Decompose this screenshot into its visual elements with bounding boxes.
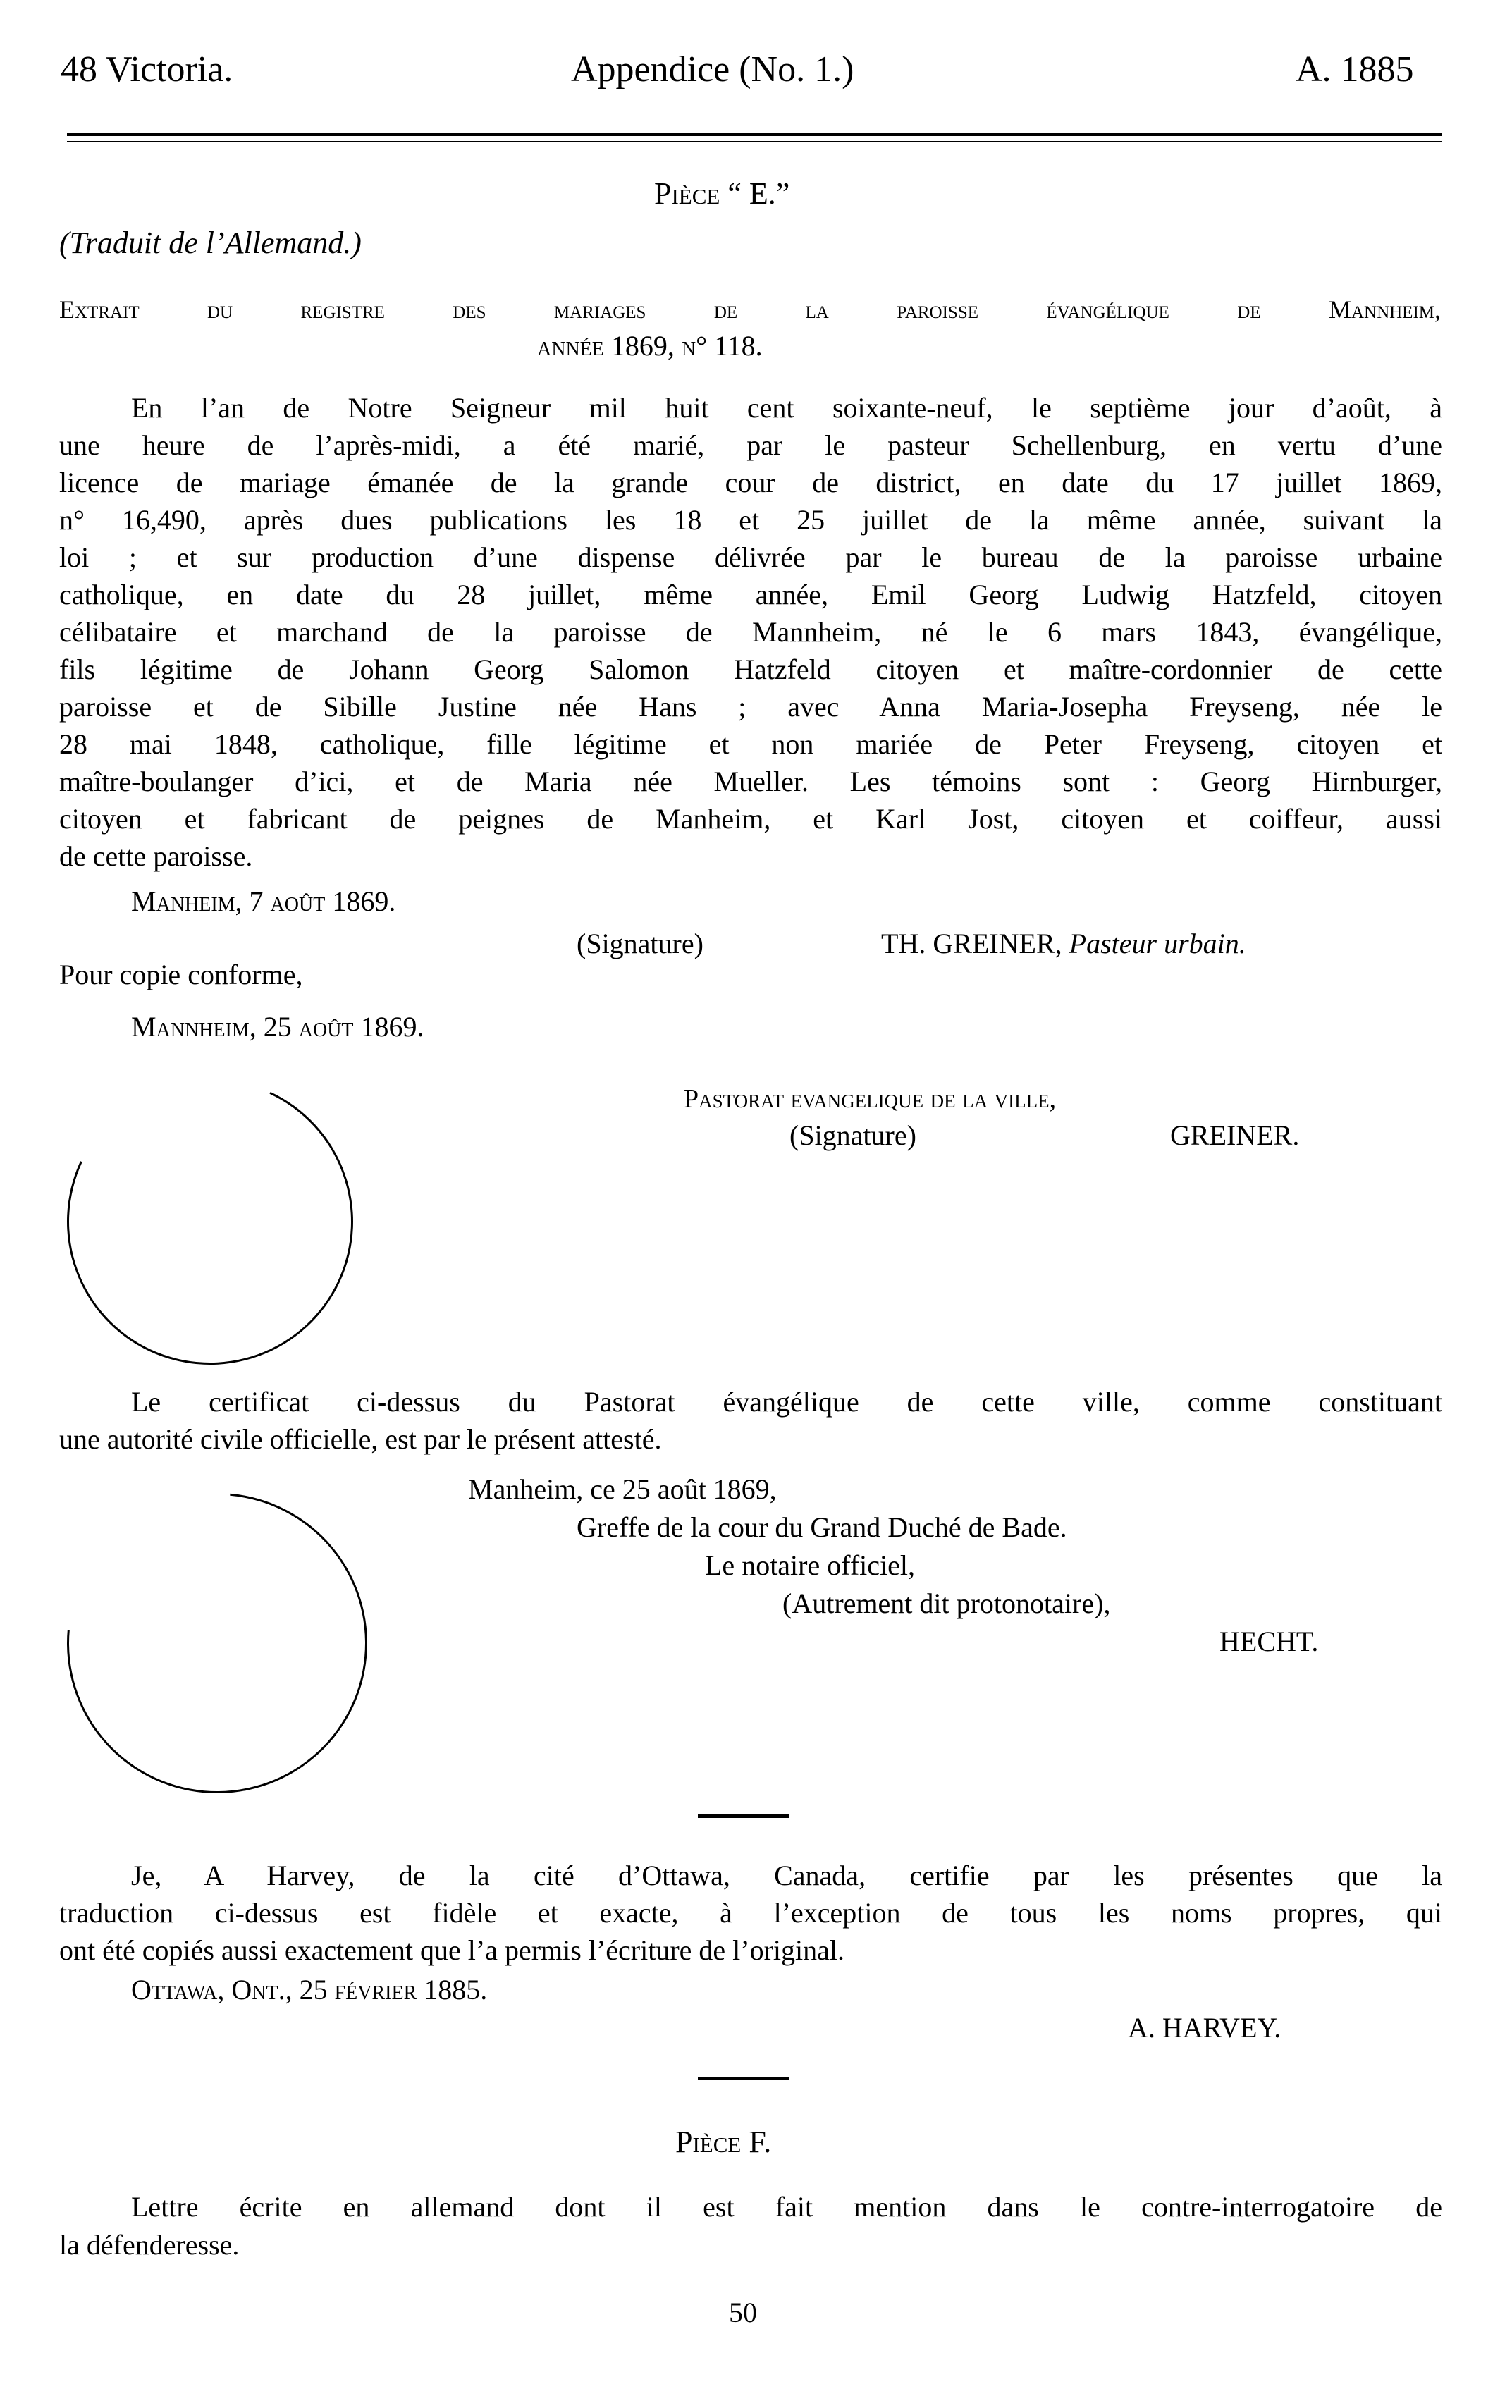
certificate-line2: une autorité civile officielle, est par le présent attesté. [59, 1423, 662, 1455]
header-rule-thin [67, 141, 1442, 142]
certificate-office: Greffe de la cour du Grand Duché de Bade. [577, 1511, 1067, 1543]
piece-f-line1: Lettre écrite en allemand dont il est fait mention dans le contre-interrogatoire de [131, 2191, 1442, 2223]
translator-line1: Je, A Harvey, de la cité d’Ottawa, Canada, certifie par les présentes que la [131, 1860, 1442, 1891]
signature-label-2: (Signature) [789, 1119, 916, 1151]
certificate-notary-alt: (Autrement dit protonotaire), [782, 1587, 1111, 1619]
header-right: A. 1885 [1296, 49, 1414, 90]
piece-e-title: Pièce “ E.” [654, 176, 790, 211]
piece-f-title: Pièce F. [675, 2125, 772, 2159]
body-line: célibataire et marchand de la paroisse de Mannheim, né le 6 mars 1843, évangélique, [59, 616, 1442, 648]
certificate-notary: Le notaire officiel, [705, 1549, 916, 1581]
body-line: fils légitime de Johann Georg Salomon Hatzfeld citoyen et maître-cordonnier de cette [59, 653, 1442, 685]
header-center: Appendice (No. 1.) [571, 49, 854, 90]
seal-circle [6, 1432, 429, 1855]
signature-label: (Signature) [577, 928, 703, 959]
body-line: de cette paroisse. [59, 840, 253, 872]
body-line: n° 16,490, après dues publications les 18 et 25 juillet de la même année, suivant la [59, 504, 1442, 536]
body-line: loi ; et sur production d’une dispense délivrée par le bureau de la paroisse urbaine [59, 541, 1442, 573]
header-rule-thick [67, 133, 1442, 136]
seal-circle [27, 1038, 393, 1405]
body-line: En l’an de Notre Seigneur mil huit cent soixante-neuf, le septième jour d’août, à [131, 392, 1442, 424]
pastorat-label: Pastorat evangelique de la ville, [684, 1084, 1057, 1114]
translator-place-date: Ottawa, Ont., 25 février 1885. [131, 1974, 488, 2005]
body-line: licence de mariage émanée de la grande cour de district, en date du 17 juillet 1869, [59, 467, 1442, 498]
certificate-notary-name: HECHT. [1219, 1626, 1319, 1657]
extract-title-line1: Extrait du registre des mariages de la paroisse évangélique de Mannheim, [59, 295, 1441, 324]
translated-note: (Traduit de l’Allemand.) [59, 226, 362, 260]
signer: TH. GREINER, [881, 928, 1062, 959]
signer-title: Pasteur urbain. [1069, 928, 1246, 959]
body-line: 28 mai 1848, catholique, fille légitime et non mariée de Peter Freyseng, citoyen et [59, 728, 1442, 760]
section-divider [698, 1814, 789, 1818]
body-line: une heure de l’après-midi, a été marié, par le pasteur Schellenburg, en vertu d’une [59, 429, 1442, 461]
translator-line3: ont été copiés aussi exactement que l’a permis l’écriture de l’original. [59, 1934, 845, 1966]
section-divider [698, 2077, 789, 2080]
copy-date: Mannheim, 25 août 1869. [131, 1011, 424, 1043]
page-number: 50 [729, 2297, 757, 2328]
piece-f-line2: la défenderesse. [59, 2229, 240, 2261]
translator-name: A. HARVEY. [1128, 2012, 1281, 2044]
signer-2: GREINER. [1170, 1119, 1300, 1151]
copy-note: Pour copie conforme, [59, 959, 303, 990]
extract-title-line2: année 1869, n° 118. [537, 330, 763, 362]
translator-line2: traduction ci-dessus est fidèle et exacte, à l’exception de tous les noms propres, qui [59, 1897, 1442, 1929]
signer-name [881, 925, 1246, 963]
body-line: maître-boulanger d’ici, et de Maria née Mueller. Les témoins sont : Georg Hirnburger, [59, 766, 1442, 797]
body-line: paroisse et de Sibille Justine née Hans ; avec Anna Maria-Josepha Freyseng, née le [59, 691, 1442, 723]
certificate-place-date: Manheim, ce 25 août 1869, [468, 1473, 777, 1505]
header-left: 48 Victoria. [61, 49, 233, 90]
body-line: citoyen et fabricant de peignes de Manheim, et Karl Jost, citoyen et coiffeur, aussi [59, 803, 1442, 835]
body-line: catholique, en date du 28 juillet, même année, Emil Georg Ludwig Hatzfeld, citoyen [59, 579, 1442, 610]
certificate-line1: Le certificat ci-dessus du Pastorat évangélique de cette ville, comme constituant [131, 1386, 1442, 1418]
date-place: Manheim, 7 août 1869. [131, 885, 396, 917]
